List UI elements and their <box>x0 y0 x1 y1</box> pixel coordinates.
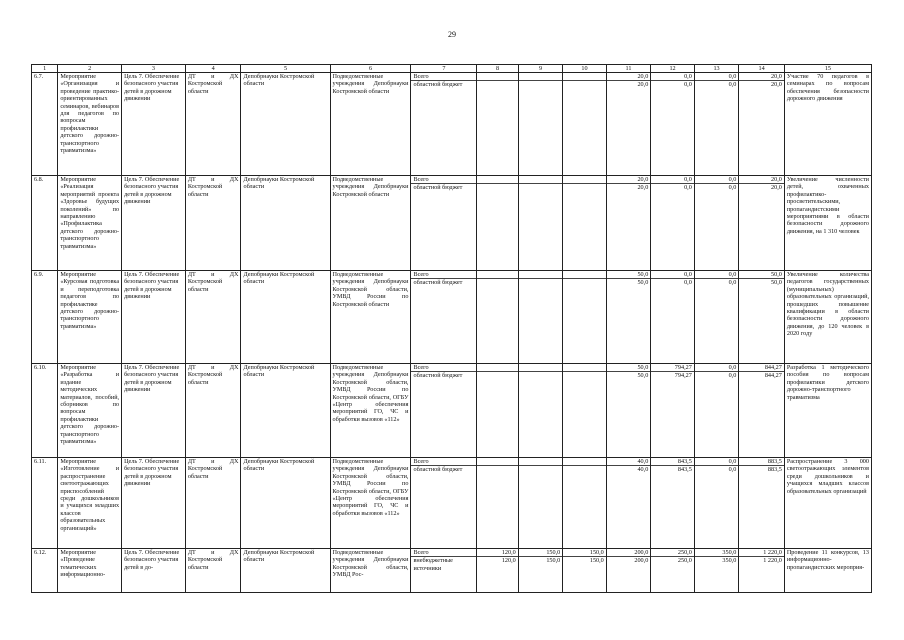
amount-cell <box>518 549 563 593</box>
col-header: 12 <box>651 65 695 73</box>
amount-total <box>519 73 563 81</box>
row-number: 6.7. <box>32 73 58 176</box>
funding-total-label: Всего <box>411 458 476 466</box>
amount-source: 1 220,0 <box>763 557 782 565</box>
amount-source: 0,0 <box>684 81 692 89</box>
amount-cell <box>739 271 785 364</box>
row-number: 6.9. <box>32 271 58 364</box>
header-row <box>32 65 872 73</box>
amount-cell <box>563 458 607 549</box>
amount-source: 794,27 <box>674 372 692 380</box>
event-name: Мероприятие «Реализация мероприятий проекта «Здоровье будущих поколений» по направлению «Профилактика детского дорожно-транспортного травматизма» <box>58 176 122 271</box>
amount-total: 0,0 <box>695 364 739 372</box>
amount-cell <box>694 364 739 458</box>
amount-total <box>477 271 517 279</box>
funding-source <box>411 364 477 458</box>
amount-total <box>563 271 606 279</box>
funding-total-label: Всего <box>411 364 476 372</box>
executor: Депобрнауки Костромской области <box>241 458 330 549</box>
funding-total-label: Всего <box>411 271 476 279</box>
page-number: 29 <box>448 30 456 39</box>
amount-cell <box>651 458 695 549</box>
event-name: Мероприятие «Разработка и издание методических материалов, пособий, сборников по вопросам профилактики детского дорожно-транспортного травматизма» <box>58 364 122 458</box>
amount-total <box>563 176 606 184</box>
goal: Цель 7. Обеспечение безопасного участия детей в дорожном движении <box>122 458 186 549</box>
amount-source: 0,0 <box>728 372 737 380</box>
amount-total: 20,0 <box>739 73 784 81</box>
amount-total <box>477 364 517 372</box>
amount-total: 20,0 <box>607 73 651 81</box>
amount-source: 0,0 <box>728 279 737 287</box>
executor: Депобрнауки Костромской области <box>241 549 330 593</box>
table-row <box>32 549 872 593</box>
amount-cell <box>694 271 739 364</box>
coordinator: ДТ и ДХ Костромской области <box>185 176 241 271</box>
expected-result: Участие 70 педагогов в семинарах по вопросам обеспечения безопасности дорожного движения <box>784 73 871 176</box>
amount-total: 50,0 <box>607 364 651 372</box>
amount-total: 200,0 <box>607 549 651 557</box>
executor: Депобрнауки Костромской области <box>241 364 330 458</box>
expected-result: Увеличение численности детей, охваченных профилактико-просветительскими, пропагандистскими мероприятиями в области безопасности дорожного движения, на 1 310 человек <box>784 176 871 271</box>
participants: Подведомственные учреждения Депобрнауки Костромской области <box>330 176 411 271</box>
funding-total-label: Всего <box>411 549 476 557</box>
row-number: 6.10. <box>32 364 58 458</box>
participants: Подведомственные учреждения Депобрнауки Костромской области, УМВД России по Костромской области <box>330 271 411 364</box>
amount-cell <box>606 364 651 458</box>
amount-source: 0,0 <box>684 279 692 287</box>
participants: Подведомственные учреждения Депобрнауки Костромской области, УМВД Рос- <box>330 549 411 593</box>
amount-total <box>519 271 563 279</box>
amount-total: 350,0 <box>695 549 739 557</box>
amount-total: 20,0 <box>607 176 651 184</box>
amount-cell <box>606 458 651 549</box>
amount-source: 350,0 <box>722 557 737 565</box>
col-header: 1 <box>32 65 58 73</box>
col-header: 5 <box>241 65 330 73</box>
amount-cell <box>606 176 651 271</box>
amount-total: 0,0 <box>695 458 739 466</box>
amount-total: 844,27 <box>739 364 784 372</box>
col-header: 8 <box>477 65 518 73</box>
amount-source: 50,0 <box>771 279 782 287</box>
amount-cell <box>651 364 695 458</box>
amount-total: 794,27 <box>651 364 694 372</box>
amount-cell <box>518 176 563 271</box>
amount-cell <box>694 458 739 549</box>
amount-cell <box>606 549 651 593</box>
event-name: Мероприятие «Курсовая подготовка и переподготовка педагогов по профилактике детского дорожно-транспортного травматизма» <box>58 271 122 364</box>
amount-total: 50,0 <box>739 271 784 279</box>
row-number: 6.12. <box>32 549 58 593</box>
amount-source: 843,5 <box>677 466 692 474</box>
amount-cell <box>694 176 739 271</box>
executor: Депобрнауки Костромской области <box>241 271 330 364</box>
amount-cell <box>606 73 651 176</box>
event-name: Мероприятие «Проведение тематических информационно- <box>58 549 122 593</box>
executor: Депобрнауки Костромской области <box>241 73 330 176</box>
col-header: 14 <box>739 65 785 73</box>
expected-result: Распространение 3 000 светоотражающих элементов среди дошкольников и учащихся младших классов образовательных организаций <box>784 458 871 549</box>
amount-source: 40,0 <box>637 466 649 474</box>
amount-cell <box>518 271 563 364</box>
table-row <box>32 271 872 364</box>
col-header: 7 <box>411 65 477 73</box>
funding-source-label: областной бюджет <box>413 466 463 474</box>
funding-total-label: Всего <box>411 176 476 184</box>
funding-source <box>411 176 477 271</box>
funding-source-label: областной бюджет <box>413 81 463 89</box>
amount-cell <box>563 364 607 458</box>
funding-total-label: Всего <box>411 73 476 81</box>
amount-total <box>519 364 563 372</box>
funding-source <box>411 271 477 364</box>
amount-total <box>563 458 606 466</box>
amount-cell <box>739 549 785 593</box>
expected-result: Разработка 1 методического пособия по вопросам профилактики детского дорожно-транспортного травматизма <box>784 364 871 458</box>
participants: Подведомственные учреждения Депобрнауки Костромской области, УМВД России по Костромской области, ОГБУ «Центр обеспечения мероприятий ГО, ЧС и обработки вызовов «112» <box>330 364 411 458</box>
amount-cell <box>477 549 518 593</box>
coordinator: ДТ и ДХ Костромской области <box>185 271 241 364</box>
amount-cell <box>563 73 607 176</box>
coordinator: ДТ и ДХ Костромской области <box>185 364 241 458</box>
amount-total: 0,0 <box>651 176 694 184</box>
amount-cell <box>563 271 607 364</box>
amount-total: 0,0 <box>695 271 739 279</box>
amount-total: 120,0 <box>477 549 517 557</box>
col-header: 15 <box>784 65 871 73</box>
amount-cell <box>606 271 651 364</box>
amount-source: 250,0 <box>677 557 692 565</box>
amount-total: 0,0 <box>695 176 739 184</box>
amount-cell <box>739 73 785 176</box>
amount-total: 50,0 <box>607 271 651 279</box>
amount-source: 50,0 <box>637 279 649 287</box>
amount-source: 0,0 <box>728 184 737 192</box>
funding-source-label: областной бюджет <box>413 372 463 380</box>
amount-source: 0,0 <box>728 466 737 474</box>
amount-cell <box>477 73 518 176</box>
goal: Цель 7. Обеспечение безопасного участия детей в дорожном движении <box>122 176 186 271</box>
event-name: Мероприятие «Организация и проведение практико-ориентированных семинаров, вебинаров для педагогов по вопросам профилактики детского дорожно-транспортного травматизма» <box>58 73 122 176</box>
table-row <box>32 458 872 549</box>
amount-cell <box>563 176 607 271</box>
row-number: 6.8. <box>32 176 58 271</box>
coordinator: ДТ и ДХ Костромской области <box>185 73 241 176</box>
amount-cell <box>651 73 695 176</box>
amount-total <box>563 73 606 81</box>
amount-cell <box>477 271 518 364</box>
amount-total: 0,0 <box>651 271 694 279</box>
amount-cell <box>651 271 695 364</box>
col-header: 4 <box>185 65 241 73</box>
amount-total: 843,5 <box>651 458 694 466</box>
amount-cell <box>477 176 518 271</box>
amount-source: 844,27 <box>764 372 782 380</box>
amount-total: 150,0 <box>519 549 563 557</box>
amount-source: 883,5 <box>767 466 782 474</box>
goal: Цель 7. Обеспечение безопасного участия детей в дорожном движении <box>122 364 186 458</box>
amount-cell <box>694 549 739 593</box>
amount-cell <box>694 73 739 176</box>
coordinator: ДТ и ДХ Костромской области <box>185 458 241 549</box>
funding-source <box>411 73 477 176</box>
amount-total <box>519 176 563 184</box>
amount-cell <box>739 364 785 458</box>
amount-total: 883,5 <box>739 458 784 466</box>
amount-source: 150,0 <box>546 557 561 565</box>
funding-source-label: областной бюджет <box>413 279 463 287</box>
amount-total <box>563 364 606 372</box>
amount-total <box>477 73 517 81</box>
funding-source <box>411 549 477 593</box>
amount-source: 200,0 <box>634 557 649 565</box>
program-table <box>31 64 872 593</box>
goal: Цель 7. Обеспечение безопасного участия детей в дорожном движении <box>122 271 186 364</box>
coordinator: ДТ и ДХ Костромской области <box>185 549 241 593</box>
col-header: 11 <box>606 65 651 73</box>
amount-cell <box>477 364 518 458</box>
expected-result: Проведение 11 конкурсов, 13 информационно-пропагандистских мероприя- <box>784 549 871 593</box>
executor: Депобрнауки Костромской области <box>241 176 330 271</box>
col-header: 6 <box>330 65 411 73</box>
amount-total: 250,0 <box>651 549 694 557</box>
amount-cell <box>651 176 695 271</box>
col-header: 2 <box>58 65 122 73</box>
goal: Цель 7. Обеспечение безопасного участия детей в дорожном движении <box>122 73 186 176</box>
participants: Подведомственные учреждения Депобрнауки Костромской области, УМВД России по Костромской области, ОГБУ «Центр обеспечения мероприятий ГО, ЧС и обработки вызовов «112» <box>330 458 411 549</box>
funding-source <box>411 458 477 549</box>
funding-source-label: внебюджетные источники <box>413 557 453 572</box>
amount-source: 120,0 <box>501 557 516 565</box>
goal: Цель 7. Обеспечение безопасного участия детей в до- <box>122 549 186 593</box>
amount-cell <box>739 458 785 549</box>
amount-total: 0,0 <box>651 73 694 81</box>
col-header: 3 <box>122 65 186 73</box>
amount-total <box>477 458 517 466</box>
amount-cell <box>518 458 563 549</box>
amount-source: 20,0 <box>637 81 649 89</box>
amount-total: 0,0 <box>695 73 739 81</box>
table-row <box>32 73 872 176</box>
funding-source-label: областной бюджет <box>413 184 463 192</box>
amount-source: 0,0 <box>728 81 737 89</box>
expected-result: Увеличение количества педагогов государственных (муниципальных) образовательных организаций, прошедших повышение квалификации в области безопасности дорожного движения, до 120 человек в 2020 году <box>784 271 871 364</box>
amount-total: 1 220,0 <box>739 549 784 557</box>
table-row <box>32 176 872 271</box>
participants: Подведомственные учреждения Депобрнауки Костромской области <box>330 73 411 176</box>
amount-source: 20,0 <box>771 184 782 192</box>
amount-cell <box>518 73 563 176</box>
row-number: 6.11. <box>32 458 58 549</box>
col-header: 9 <box>518 65 563 73</box>
col-header: 13 <box>694 65 739 73</box>
amount-total: 20,0 <box>739 176 784 184</box>
amount-source: 20,0 <box>637 184 649 192</box>
amount-cell <box>739 176 785 271</box>
amount-source: 50,0 <box>637 372 649 380</box>
amount-source: 20,0 <box>771 81 782 89</box>
amount-cell <box>651 549 695 593</box>
amount-total <box>477 176 517 184</box>
col-header: 10 <box>563 65 607 73</box>
table-row <box>32 364 872 458</box>
amount-cell <box>518 364 563 458</box>
amount-total: 40,0 <box>607 458 651 466</box>
amount-cell <box>477 458 518 549</box>
amount-total <box>519 458 563 466</box>
amount-cell <box>563 549 607 593</box>
amount-total: 150,0 <box>563 549 606 557</box>
amount-source: 150,0 <box>589 557 604 565</box>
event-name: Мероприятие «Изготовление и распространение светоотражающих приспособлений среди дошкольников и учащихся младших классов образовательных организаций» <box>58 458 122 549</box>
amount-source: 0,0 <box>684 184 692 192</box>
